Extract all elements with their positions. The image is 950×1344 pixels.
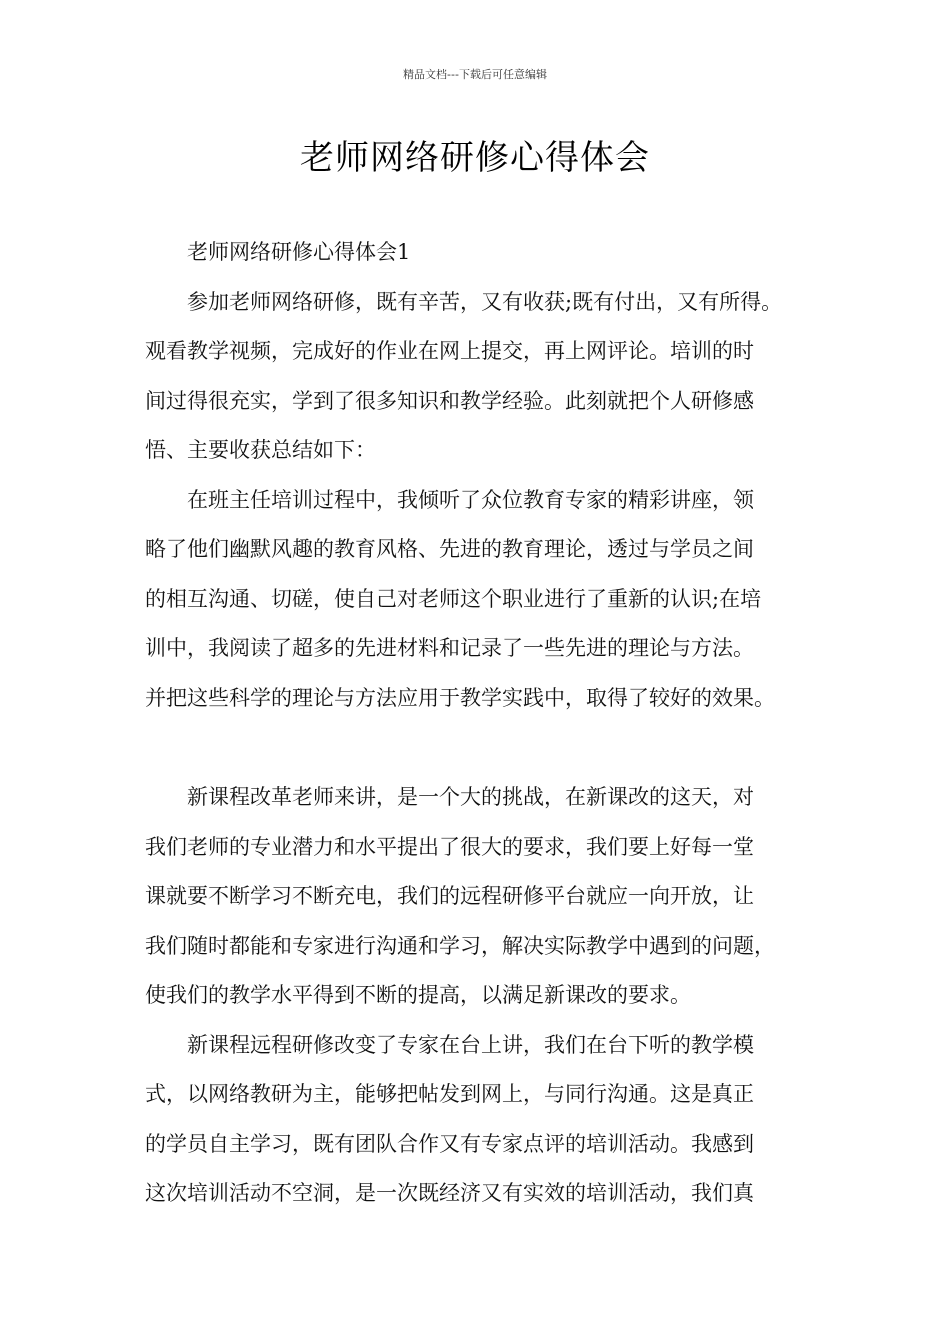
paragraph-line: 使我们的教学水平得到不断的提高，以满足新课改的要求。: [145, 983, 691, 1007]
paragraph-gap: [145, 723, 825, 773]
document-title: 老师网络研修心得体会: [300, 138, 650, 178]
paragraph-line: 我们随时都能和专家进行沟通和学习，解决实际教学中遇到的问题，: [145, 933, 775, 958]
paragraph-line: 在班主任培训过程中，我倾听了众位教育专家的精彩讲座，领: [187, 487, 754, 512]
paragraph-line: 并把这些科学的理论与方法应用于教学实践中，取得了较好的效果。: [145, 685, 775, 710]
paragraph-line: 参加老师网络研修，既有辛苦，又有收获;既有付出，又有所得。: [187, 289, 783, 314]
section-heading: [145, 228, 825, 278]
paragraph-line: 的学员自主学习，既有团队合作又有专家点评的培训活动。我感到: [145, 1131, 754, 1156]
paragraph-line: 间过得很充实，学到了很多知识和教学经验。此刻就把个人研修感: [145, 388, 754, 413]
paragraph-line: 悟、主要收获总结如下：: [145, 438, 376, 462]
paragraph-training: [145, 476, 825, 724]
paragraph-line: 略了他们幽默风趣的教育风格、先进的教育理论，透过与学员之间: [145, 537, 754, 561]
paragraph-line: 老师网络研修心得体会1: [187, 240, 411, 264]
paragraph-line: 观看教学视频，完成好的作业在网上提交，再上网评论。培训的时: [145, 339, 754, 363]
paragraph-line: 我们老师的专业潜力和水平提出了很大的要求，我们要上好每一堂: [145, 834, 754, 859]
paragraph-line: 这次培训活动不空洞，是一次既经济又有实效的培训活动，我们真: [145, 1181, 754, 1205]
paragraph-line: 新课程远程研修改变了专家在台上讲，我们在台下听的教学模: [187, 1032, 754, 1057]
paragraph-intro: [145, 278, 825, 476]
paragraph-line: 的相互沟通、切磋，使自己对老师这个职业进行了重新的认识;在培: [145, 586, 762, 611]
paragraph-line: 式，以网络教研为主，能够把帖发到网上，与同行沟通。这是真正: [145, 1082, 754, 1106]
paragraph-reform: [145, 773, 825, 1021]
paragraph-line: 课就要不断学习不断充电，我们的远程研修平台就应一向开放，让: [145, 884, 754, 908]
paragraph-line: 训中，我阅读了超多的先进材料和记录了一些先进的理论与方法。: [145, 636, 754, 660]
paragraph-remote: [145, 1021, 825, 1219]
paragraph-line: 新课程改革老师来讲，是一个大的挑战，在新课改的这天，对: [187, 785, 754, 809]
header-note: 精品文档---下载后可任意编辑: [403, 68, 547, 81]
document-body: [145, 228, 825, 1219]
